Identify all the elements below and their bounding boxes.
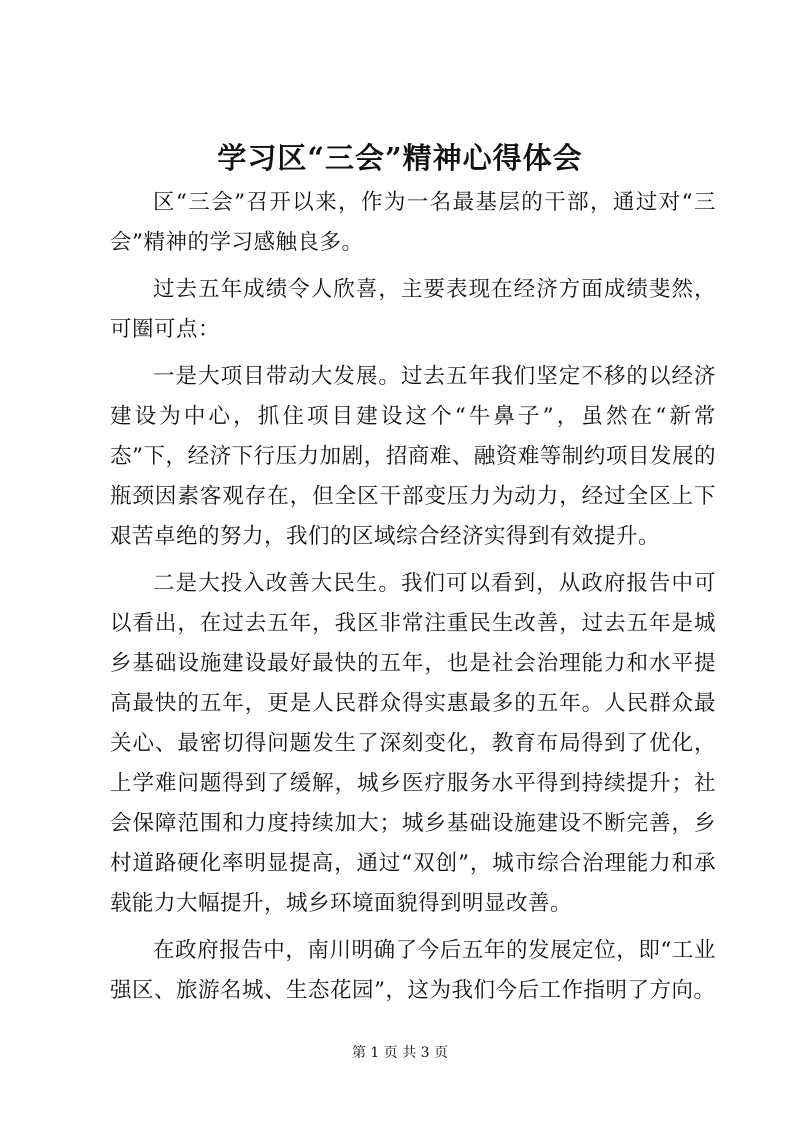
- paragraph-positioning: 在政府报告中，南川明确了今后五年的发展定位，即“工业强区、旅游名城、生态花园”，这为我们今后工作指明了方向。: [110, 938, 716, 1003]
- paragraph-projects: 一是大项目带动大发展。过去五年我们坚定不移的以经济建设为中心，抓住项目建设这个“牛鼻子”，虽然在“新常态”下，经济下行压力加剧，招商难、融资难等制约项目发展的瓶颈因素客观存在，但全区干部变压力为动力，经过全区上下艰苦卓绝的努力，我们的区域综合经济实得到有效提升。: [110, 364, 716, 549]
- paragraph-livelihood: 二是大投入改善大民生。我们可以看到，从政府报告中可以看出，在过去五年，我区非常注重民生改善，过去五年是城乡基础设施建设最好最快的五年，也是社会治理能力和水平提高最快的五年，更是人民群众得实惠最多的五年。人民群众最关心、最密切得问题发生了深刻变化，教育布局得到了优化，上学难问题得到了缓解，城乡医疗服务水平得到持续提升；社会保障范围和力度持续加大；城乡基础设施建设不断完善，乡村道路硬化率明显提高，通过“双创”，城市综合治理能力和承载能力大幅提升，城乡环境面貌得到明显改善。: [110, 571, 716, 916]
- paragraph-achievements: 过去五年成绩令人欣喜，主要表现在经济方面成绩斐然，可圈可点：: [110, 277, 716, 342]
- document-title: 学习区“三会”精神心得体会: [217, 141, 583, 175]
- document-body: [110, 183, 716, 1018]
- paragraph-intro: 区“三会”召开以来，作为一名最基层的干部，通过对“三会”精神的学习感触良多。: [110, 190, 716, 255]
- page-number-footer: 第 1 页 共 3 页: [351, 1045, 449, 1061]
